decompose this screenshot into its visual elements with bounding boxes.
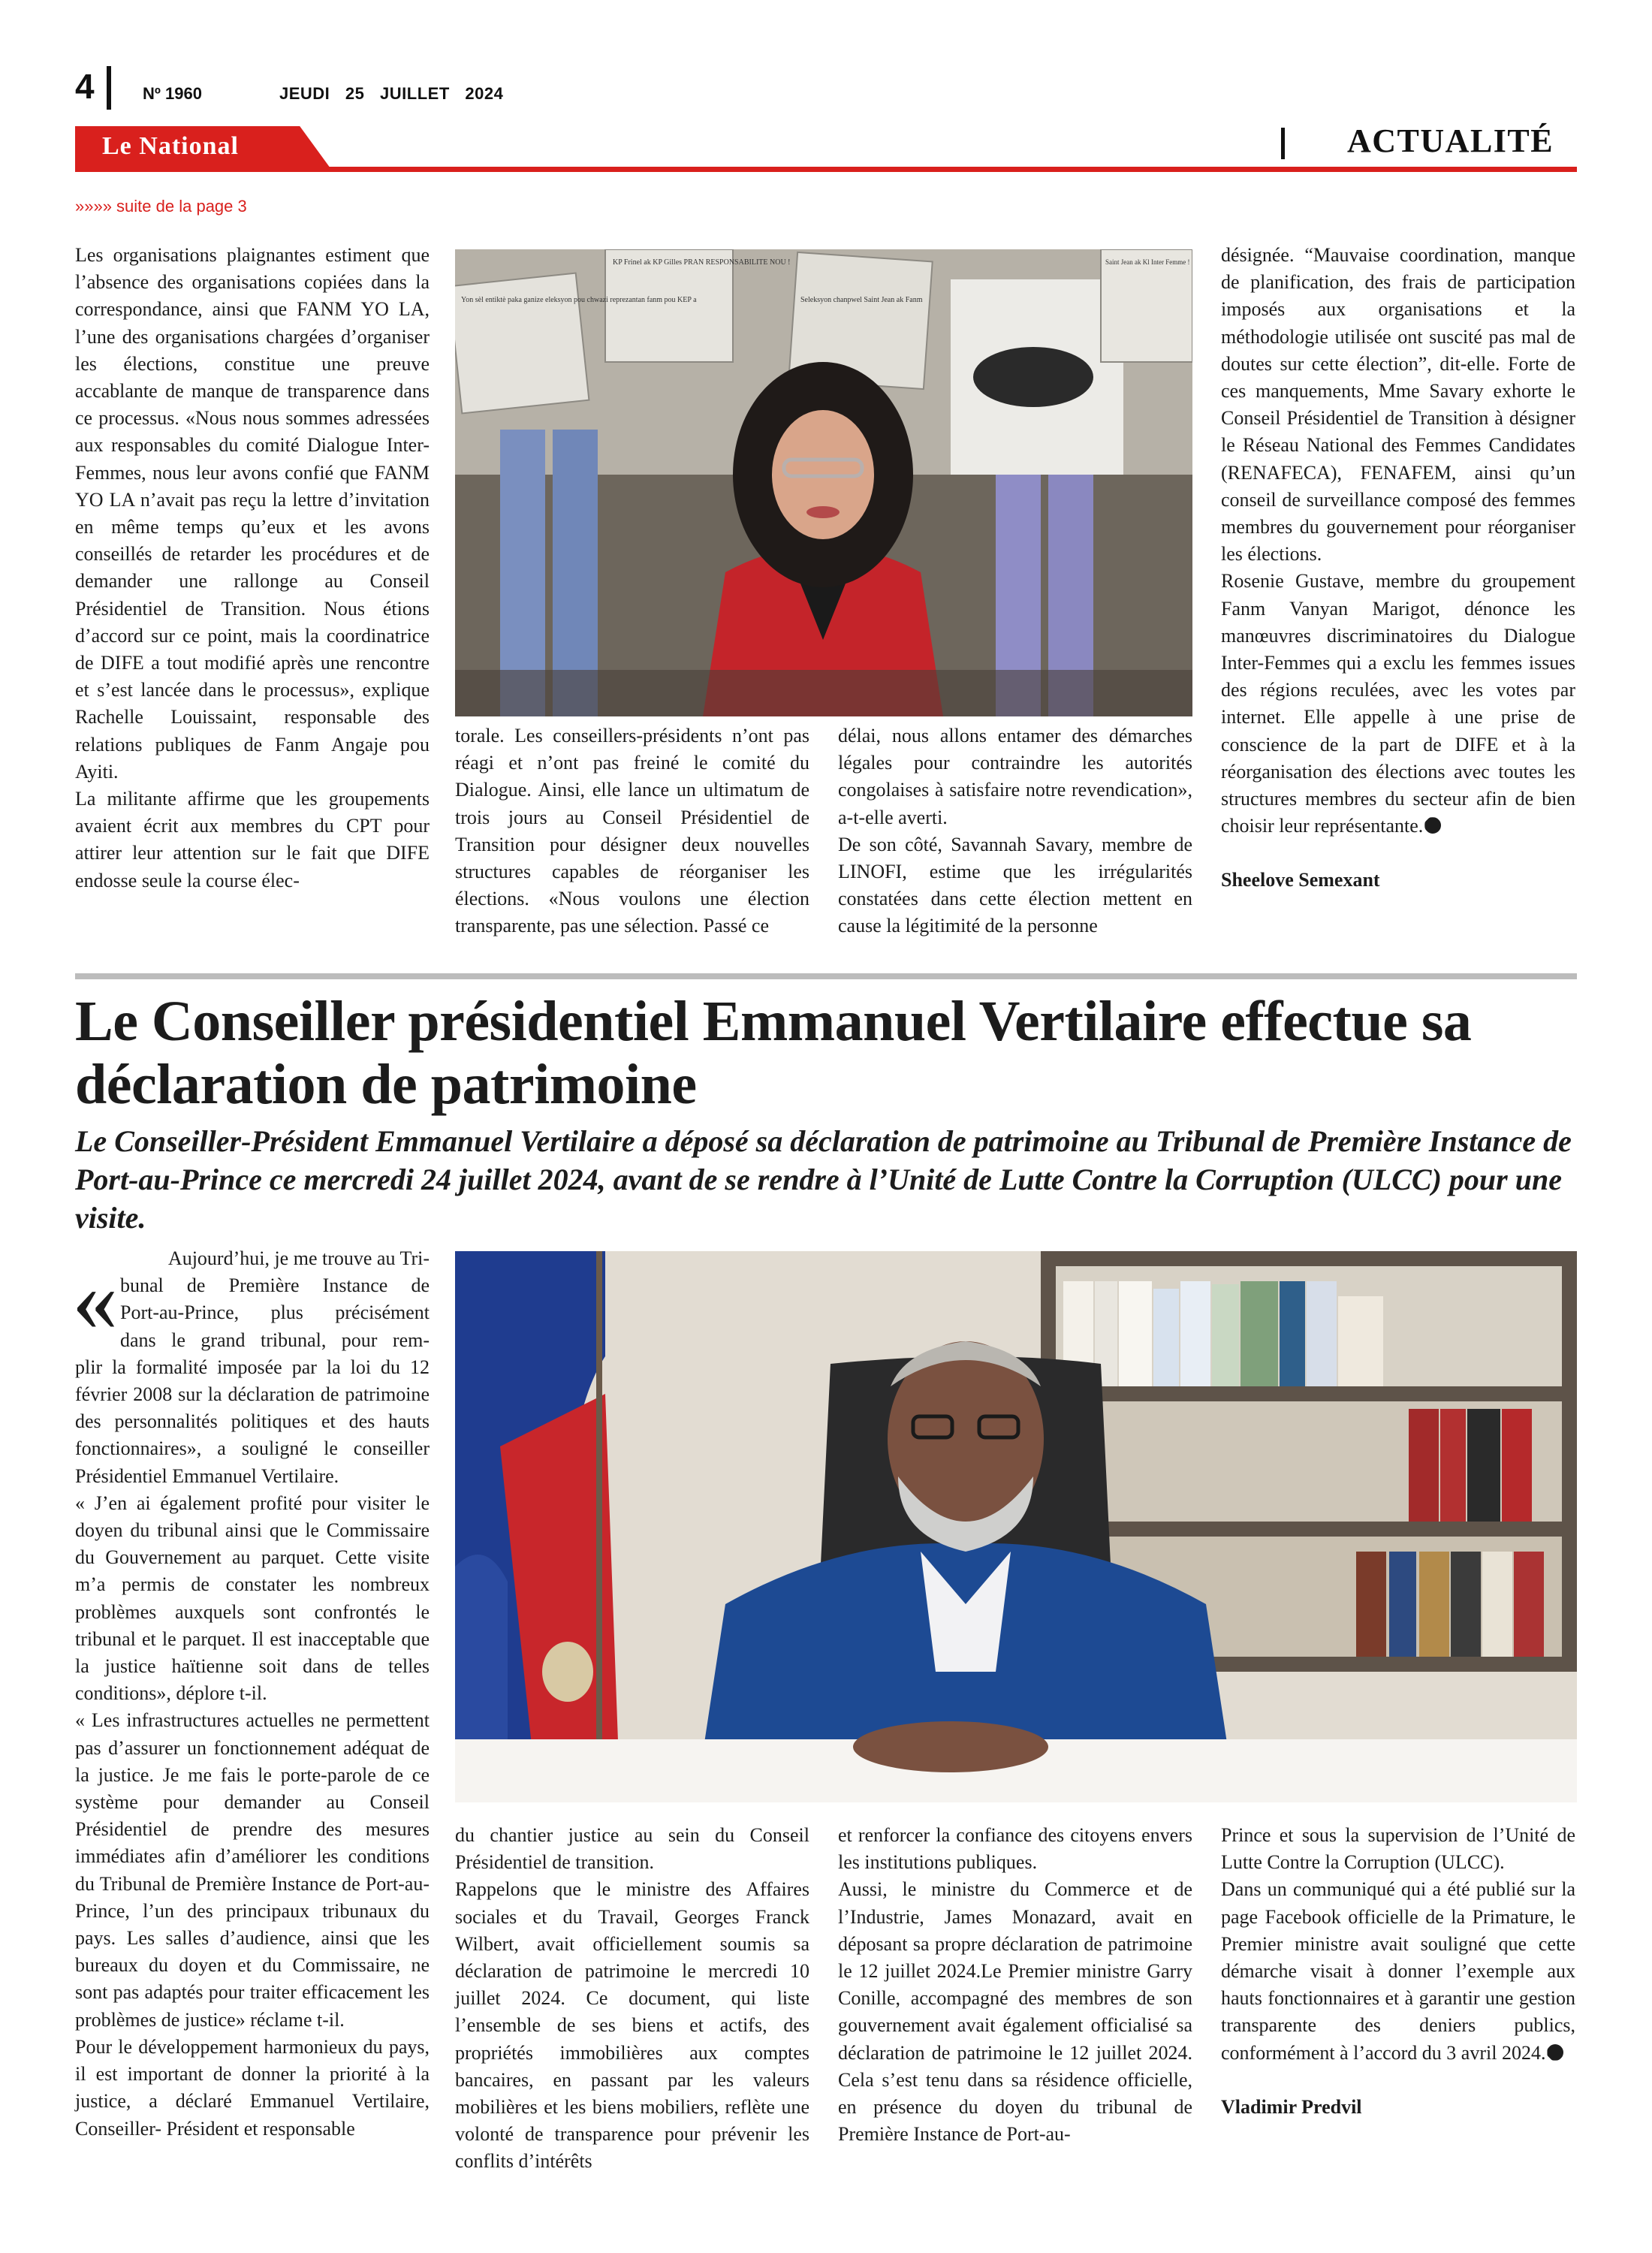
article1-col1-paragraph: La militante affirme que les groupements avaient écrit aux membres du CPT pour attirer leur attention sur le fait que DIFE endosse seule la course élec-	[75, 788, 430, 891]
article2-col2-paragraph: Rappelons que le ministre des Affaires sociales et du Travail, Georges Franck Wilbert, avait officiellement soumis sa déclaration de patrimoine le mercredi 10 juillet 2024. Ce document, qui liste l’ensemble de ses biens et actifs, des propriétés immobilières aux comptes bancaires, en passant par les valeurs mobilières et les biens mobiliers, reflète une volonté de transparence pour prévenir les conflits d’intérêts	[455, 1878, 809, 2173]
article2-col4-paragraph	[1221, 1876, 1575, 2066]
article1-column-1	[75, 242, 430, 894]
lead-line: Aujourd’hui, je me trouve au Tri-	[167, 1247, 430, 1269]
article1-col2-paragraph: torale. Les conseillers-présidents n’ont pas réagi et n’ont pas freiné le comité du Dialogue. Ainsi, elle lance un ultimatum de trois jours au Conseil Présidentiel de Transition pour désigner deux nouvelles structures capables de réorganiser les élections. «Nous voulons une élection transparente, pas une sélection. Passé ce	[455, 725, 809, 937]
article2-photo	[455, 1251, 1577, 1802]
sign-text: Saint Jean ak Kl Inter Femme !	[1105, 258, 1190, 266]
date-year: 2024	[465, 84, 504, 103]
section-divider	[1281, 128, 1285, 159]
date-number: 25	[345, 84, 365, 103]
official-photo-illustration	[455, 1251, 1577, 1802]
stop-mark-icon	[1547, 2044, 1563, 2061]
date-day: JEUDI	[279, 84, 330, 103]
lead-line: bunal de Première Instance de	[120, 1274, 430, 1297]
sign-text: Seleksyon chanpwel Saint Jean ak Fanm	[800, 296, 923, 304]
article1-col1-paragraph: Les organisations plaignantes estiment que l’absence des organisations copiées dans la correspondance, ainsi que FANM YO LA, l’une des organisations chargées d’organiser les élections, constitue une preuve accablante de manque de transparence dans ce processus. «Nous nous sommes adressées aux responsables du comité Dialogue Inter-Femmes, nous leur avons confié que FANM YO LA n’avait pas reçu la lettre d’invitation en même temps qu’eux et les avons conseillés de retarder les procédures et de demander une rallonge au Conseil Présidentiel de Transition. Nous étions d’accord sur ce point, mais la coordinatrice de DIFE a tout modifié après une rencontre et s’est lancée dans le processus», explique Rachelle Louissaint, responsable des relations publiques de Fanm Angaje pou Ayiti.	[75, 244, 430, 783]
page-number: 4	[75, 67, 95, 106]
stop-mark-icon	[1424, 817, 1441, 834]
article2-headline: Le Conseiller présidentiel Emmanuel Vertilaire effectue sa déclaration de patrimoine	[75, 990, 1472, 1116]
opening-quote-mark: «	[72, 1249, 118, 1350]
article1-col4-text: Rosenie Gustave, membre du groupement Fanm Vanyan Marigot, dénonce les manœuvres discriminatoires du Dialogue Inter-Femmes qui a exclu les femmes issues des régions reculées, avec les votes par internet. Elle appelle à une prise de conscience de la part de DIFE et à la réorganisation des élections avec toutes les structures membres du secteur afin de bien choisir leur représentante.	[1221, 570, 1575, 837]
date-month: JUILLET	[380, 84, 450, 103]
article2-col2-paragraph: du chantier justice au sein du Conseil Présidentiel de transition.	[455, 1824, 809, 1874]
article2-col1-paragraph: plir la formalité imposée par la loi du 12 février 2008 sur la déclaration de patrimoine des personnalités politiques et des hauts fonctionnaires», a souligné le conseiller Présidentiel Emmanuel Vertilaire.	[75, 1356, 430, 1487]
page-number-divider	[107, 66, 111, 110]
article2-col3-paragraph: et renforcer la confiance des citoyens envers les institutions publiques.	[838, 1824, 1192, 1874]
article1-col3-paragraph: De son côté, Savannah Savary, membre de LINOFI, estime que les irrégularités constatées dans cette élection mettent en cause la légitimité de la personne	[838, 833, 1192, 937]
article1-col4-paragraph	[1221, 568, 1575, 840]
article2-column-3	[838, 1822, 1192, 2148]
dateline	[279, 84, 503, 104]
sign-text: KP Frinel ak KP Gilles PRAN RESPONSABILITE NOU !	[613, 258, 791, 267]
article2-col1-paragraph: « Les infrastructures actuelles ne permettent pas d’assurer un fonctionnement adéquat de la justice. Je me fais le porte-parole de ce système pour demander au Conseil Présidentiel de prendre des mesures immédiates afin d’améliorer les conditions du Tribunal de Première Instance de Port-au-Prince, l’un des principaux tribunaux du pays. Les salles d’audience, ainsi que les bureaux du doyen et du Commissaire, ne sont pas adaptés pour traiter efficacement les problèmes de justice» réclame t-il.	[75, 1709, 430, 2031]
sign-text: Yon sèl entiktè paka ganize eleksyon pou chwazi reprezantan fanm pou KEP a	[461, 296, 697, 304]
article2-deck: Le Conseiller-Président Emmanuel Vertilaire a déposé sa déclaration de patrimoine au Tribunal de Première Instance de Port-au-Prince ce mercredi 24 juillet 2024, avant de se rendre à l’Unité de Lutte Contre la Corruption (ULCC) pour une visite.	[75, 1124, 1572, 1235]
article2-column-2	[455, 1822, 809, 2176]
article1-byline: Sheelove Semexant	[1221, 869, 1380, 891]
article1-col3-paragraph: délai, nous allons entamer des démarches légales pour contraindre les autorités congolaises à satisfaire notre revendication», a-t-elle averti.	[838, 725, 1192, 828]
article1-column-2	[455, 722, 809, 940]
article2-lead-lines	[75, 1245, 430, 1354]
brand-name: Le National	[102, 132, 239, 160]
lead-line: Port-au-Prince, plus précisément	[120, 1301, 430, 1324]
article1-column-3	[838, 722, 1192, 940]
article2-col3-paragraph: Aussi, le ministre du Commerce et de l’Industrie, James Monazard, avait en déposant sa propre déclaration de patrimoine le 12 juillet 2024.Le Premier ministre Garry Conille, accompagné des membres de son gouvernement avait également officialisé sa déclaration de patrimoine le 12 juillet 2024. Cela s’est tenu dans sa résidence officielle, en présence du doyen du tribunal de Première Instance de Port-au-	[838, 1878, 1192, 2146]
article2-col1-paragraph: Pour le développement harmonieux du pays, il est important de donner la priorité à la justice, a déclaré Emmanuel Vertilaire, Conseiller- Président et responsable	[75, 2035, 430, 2140]
lead-line: dans le grand tribunal, pour rem-	[120, 1329, 430, 1351]
protest-photo-illustration	[455, 249, 1192, 716]
article2-col4-paragraph: Prince et sous la supervision de l’Unité de Lutte Contre la Corruption (ULCC).	[1221, 1824, 1575, 1874]
article2-byline: Vladimir Predvil	[1221, 2095, 1362, 2118]
article1-column-4	[1221, 242, 1575, 894]
continued-from-link[interactable]: »»»» suite de la page 3	[75, 197, 247, 216]
section-title: ACTUALITÉ	[1347, 122, 1554, 159]
article2-column-1	[75, 1245, 430, 2143]
issue-number: Nº 1960	[143, 84, 202, 103]
article1-col4-paragraph: désignée. “Mauvaise coordination, manque de planification, des frais de participation imposés aux organisations et la méthodologie utilisée ont suscité pas mal de doutes sur cette élection”, dit-elle. Forte de ces manquements, Mme Savary exhorte le Conseil Présidentiel de Transition à désigner le Réseau National des Femmes Candidates (RENAFECA), FENAFEM, ainsi qu’un conseil de surveillance composé des femmes membres du gouvernement pour réorganiser les élections.	[1221, 244, 1575, 566]
article1-photo	[455, 249, 1192, 716]
article2-col4-text: Dans un communiqué qui a été publié sur la page Facebook officielle de la Primature, le Premier ministre avait souligné que cette démarche visait à donner l’exemple aux hauts fonctionnaires et à garantir une gestion transparente des deniers publics, conformément à l’accord du 3 avril 2024.	[1221, 1878, 1575, 2064]
article2-column-4	[1221, 1822, 1575, 2121]
header-red-rule	[75, 167, 1577, 172]
article-separator-rule	[75, 973, 1577, 979]
article2-col1-paragraph: « J’en ai également profité pour visiter le doyen du tribunal ainsi que le Commissaire du Gouvernement au parquet. Cette visite m’a permis de constater les nombreux problèmes auxquels sont confrontés le tribunal et le parquet. Il est inacceptable que la justice haïtienne soit dans de telles conditions», déplore t-il.	[75, 1491, 430, 1705]
